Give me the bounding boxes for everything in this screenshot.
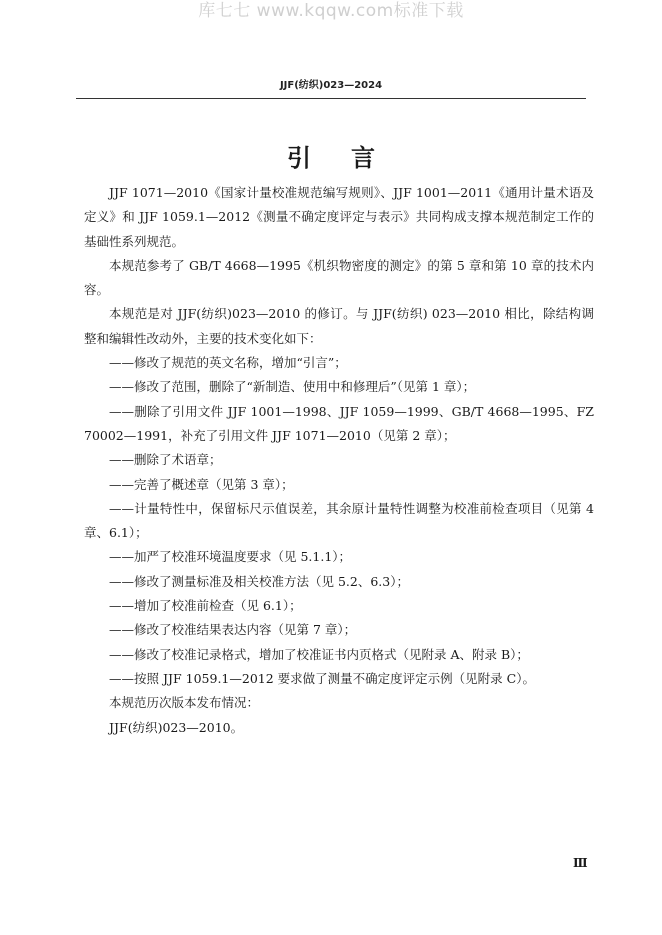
paragraph-history-version: JJF(纺织)023—2010。 [109,719,244,735]
page-title: 引言 [287,144,415,172]
change-item: ——完善了概述章（见第 3 章）； [109,476,294,492]
running-header: JJF(纺织)023—2024 [279,80,383,91]
paragraph-revision: 本规范是对 JJF(纺织)023—2010 的修订。与 JJF(纺织) 023—2010 相比，除结构调整和编辑性改动外，主要的技术变化如下： [84,306,594,346]
paragraph-reference: 本规范参考了 GB/T 4668—1995《机织物密度的测定》的第 5 章和第 10 章的技术内容。 [84,257,594,298]
change-item: ——修改了校准记录格式，增加了校准证书内页格式（见附录 A、附录 B）； [109,646,529,662]
change-item: ——修改了范围，删除了“新制造、使用中和修理后”（见第 1 章）； [109,379,476,395]
change-item: ——加严了校准环境温度要求（见 5.1.1）； [109,549,352,565]
page-number: Ⅲ [573,856,588,870]
document-body [84,181,594,740]
change-item: ——增加了校准前检查（见 6.1）； [109,598,302,614]
change-item: ——删除了术语章； [109,452,222,468]
paragraph-history-label: 本规范历次版本发布情况： [109,695,260,711]
change-item: ——按照 JJF 1059.1—2012 要求做了测量不确定度评定示例（见附录 C）。 [109,670,535,686]
change-item: ——修改了校准结果表达内容（见第 7 章）； [109,622,357,638]
watermark-text: 库七七 www.kqqw.com标准下载 [198,1,464,21]
change-item: ——修改了规范的英文名称，增加“引言”； [109,355,347,371]
change-item: ——修改了测量标准及相关校准方法（见 5.2、6.3）； [109,573,409,589]
header-divider [76,98,586,99]
change-item: ——计量特性中，保留标尺示值误差，其余原计量特性调整为校准前检查项目（见第 4 章、6.1）； [84,500,594,541]
change-item: ——删除了引用文件 JJF 1001—1998、JJF 1059—1999、GB/T 4668—1995、FZ 70002—1991，补充了引用文件 JJF 1071—2010（见第 2 章）； [84,403,594,443]
paragraph-intro: JJF 1071—2010《国家计量校准规范编写规则》、JJF 1001—2011《通用计量术语及定义》和 JJF 1059.1—2012《测量不确定度评定与表示》共同构成支撑本规范制定工作的基础性系列规范。 [84,185,594,249]
